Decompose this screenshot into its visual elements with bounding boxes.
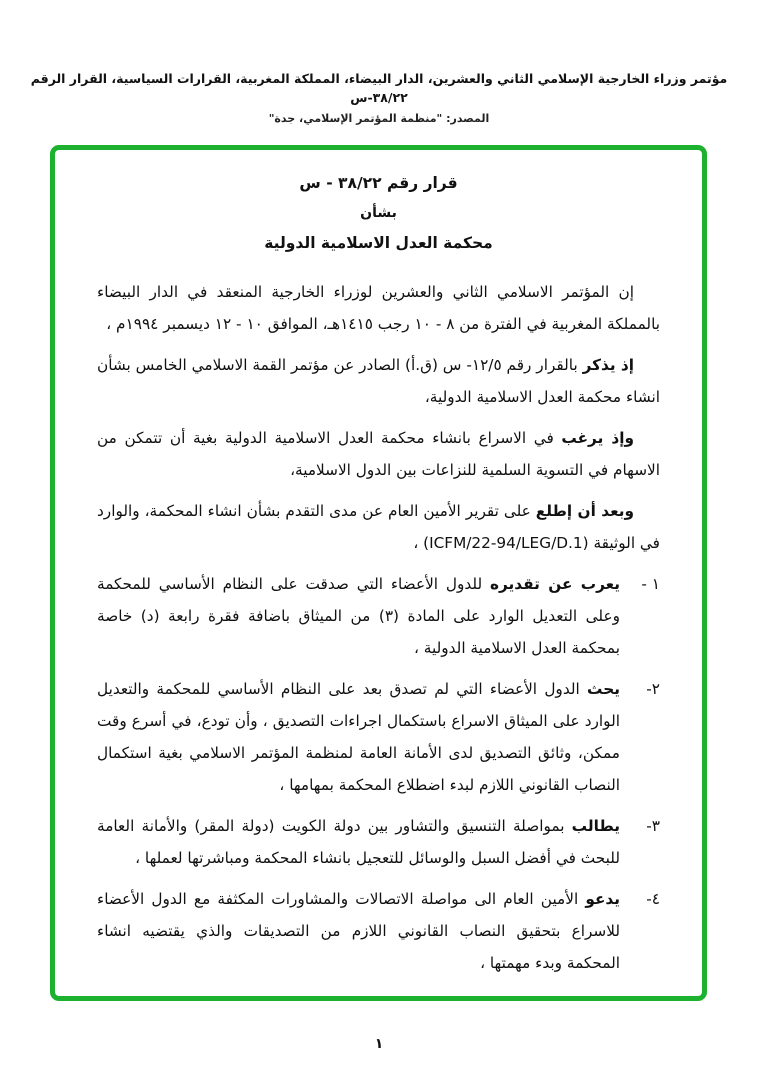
document-header [0,70,758,125]
preamble-paragraph-4 [97,495,660,559]
item-text-1 [97,568,620,664]
item-number-1: ١ - [641,575,660,593]
preamble-paragraph-3 [97,422,660,486]
operative-items [97,568,660,979]
resolution-border-box [50,145,707,1001]
item-number-4: ٤- [646,890,660,908]
header-citation: مؤتمر وزراء الخارجية الإسلامي الثاني والعشرين، الدار البيضاء، المملكة المغربية، القرارات السياسية، القرار الرقم ٣٨/٢٢-س [30,71,728,105]
item-body-3: بمواصلة التنسيق والتشاور بين دولة الكويت (دولة المقر) والأمانة العامة للبحث في أفضل السبل والوسائل للتعجيل بانشاء المحكمة ومباشرتها لعملها ، [97,817,620,867]
item-body-2: الدول الأعضاء التي لم تصدق بعد على النظام الأساسي للمحكمة والتعديل الوارد على الميثاق الاسراع باستكمال اجراءات التصديق ، وأن تودع، في أسرع وقت ممكن، وثائق التصديق لدى الأمانة العامة لمنظمة المؤتمر الاسلامي بغية استكمال النصاب القانوني اللازم لبدء اضطلاع المحكمة بمهامها ، [97,680,620,794]
item-text-2 [97,673,620,801]
item-lead-4: يدعو [585,890,620,908]
item-number-3: ٣- [646,817,660,835]
page-number: ١ [374,1036,384,1052]
item-lead-3: يطالب [571,817,620,835]
preamble-lead-4: وبعد أن إطلع [535,502,634,520]
item-body-1: للدول الأعضاء التي صدقت على النظام الأساسي للمحكمة وعلى التعديل الوارد على المادة (٣) من الميثاق باضافة فقرة رابعة (د) خاصة بمحكمة العدل الاسلامية الدولية ، [97,575,620,657]
header-source: المصدر: "منظمة المؤتمر الإسلامي، جدة" [268,111,490,125]
preamble-lead-2: إذ يذكر [582,356,634,374]
resolution-subject-title: محكمة العدل الاسلامية الدولية [264,234,493,252]
item-text-3 [97,810,620,874]
item-number-2: ٢- [646,680,660,698]
operative-item-3 [97,810,660,874]
preamble-paragraph-2 [97,349,660,413]
operative-item-2 [97,673,660,801]
operative-item-4 [97,883,660,979]
operative-item-1 [97,568,660,664]
preamble-text-4: على تقرير الأمين العام عن مدى التقدم بشأن انشاء المحكمة، والوارد في الوثيقة (ICFM/22-94/LEG/D.1) ، [97,502,660,552]
resolution-regarding-title: بشأن [360,205,397,221]
preamble-paragraph-1 [97,276,660,340]
preamble-text-2: بالقرار رقم ١٢/٥- س (ق.أ) الصادر عن مؤتمر القمة الاسلامي الخامس بشأن انشاء محكمة العدل الاسلامية الدولية، [97,356,660,406]
resolution-number-title: قرار رقم ٣٨/٢٢ - س [299,174,458,192]
resolution-body [97,276,660,979]
item-lead-2: يحث [587,680,620,698]
item-lead-1: يعرب عن تقديره [490,575,621,593]
preamble-lead-3: وإذ يرغب [561,429,634,447]
item-text-4 [97,883,620,979]
preamble-text-3: في الاسراع بانشاء محكمة العدل الاسلامية الدولية بغية أن تتمكن من الاسهام في التسوية السلمية للنزاعات بين الدول الاسلامية، [97,429,660,479]
preamble-text-1: إن المؤتمر الاسلامي الثاني والعشرين لوزراء الخارجية المنعقد في الدار البيضاء بالمملكة المغربية في الفترة من ٨ - ١٠ رجب ١٤١٥هـ، الموافق ١٠ - ١٢ ديسمبر ١٩٩٤م ، [97,283,660,333]
item-body-4: الأمين العام الى مواصلة الاتصالات والمشاورات المكثفة مع الدول الأعضاء للاسراع بتحقيق النصاب القانوني اللازم من التصديقات والذي يقتضيه انشاء المحكمة وبدء مهمتها ، [97,890,620,972]
